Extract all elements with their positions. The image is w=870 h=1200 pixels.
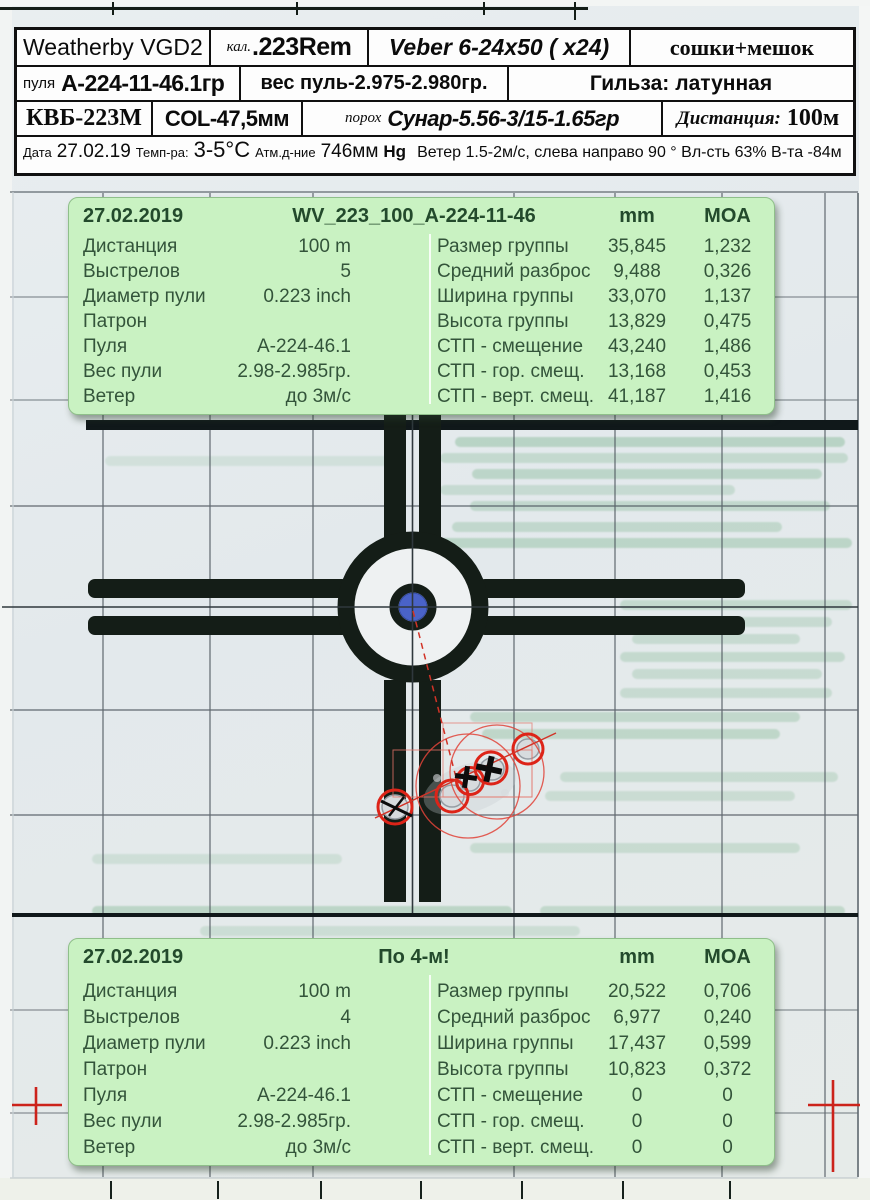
distance-value: 100м	[786, 105, 840, 131]
panel-title: По 4-м!	[378, 946, 450, 968]
info-row: Дистанция 100 m	[83, 981, 351, 1002]
stat-row: Высота группы 10,823 0,372	[437, 1059, 752, 1080]
sheet-top-rule	[0, 7, 588, 10]
stat-row: СТП - смещение 43,240 1,486	[437, 336, 752, 357]
powder-label: порох	[344, 110, 382, 126]
table-row	[17, 67, 853, 102]
wind-conditions: Ветер 1.5-2м/с, слева направо 90 ° Вл-сть 63% В-та -84м	[417, 144, 842, 161]
stat-row: СТП - гор. смещ. 13,168 0,453	[437, 361, 752, 382]
panel-divider	[429, 234, 431, 404]
group-stats-column	[437, 979, 768, 1161]
table-row	[17, 102, 853, 137]
temp-label: Темп-ра:	[135, 145, 189, 160]
shot-info-column	[83, 979, 351, 1161]
sheet-top-tick	[112, 2, 114, 15]
info-row: Ветер до 3м/с	[83, 386, 351, 407]
info-row: Пуля А-224-46.1	[83, 1085, 351, 1106]
rifle-name: Weatherby VGD2	[23, 34, 203, 60]
info-row: Ветер до 3м/с	[83, 1137, 351, 1158]
table-row-conditions	[17, 137, 853, 173]
column-header-mm: mm	[619, 205, 655, 227]
stat-row: Размер группы 35,845 1,232	[437, 236, 752, 257]
bullet-value: А-224-11-46.1гр	[61, 70, 225, 96]
stat-row: СТП - верт. смещ. 41,187 1,416	[437, 386, 752, 407]
rest-type: сошки+мешок	[669, 34, 815, 60]
panel-title: WV_223_100_A-224-11-46	[292, 205, 536, 227]
bottom-ticks	[111, 1181, 730, 1199]
group-stats-column	[437, 234, 768, 409]
column-header-moa: MOA	[704, 205, 751, 227]
stat-row: Средний разброс 9,488 0,326	[437, 261, 752, 282]
info-row: Выстрелов 5	[83, 261, 351, 282]
stat-row: Высота группы 13,829 0,475	[437, 311, 752, 332]
sheet-top-tick	[574, 2, 576, 20]
stat-row: Ширина группы 17,437 0,599	[437, 1033, 752, 1054]
date-label: Дата	[23, 145, 52, 160]
panel-date: 27.02.2019	[83, 205, 184, 227]
sheet-top-tick	[483, 2, 485, 15]
stat-row: Размер группы 20,522 0,706	[437, 981, 752, 1002]
primer-value: КВБ-223М	[26, 105, 142, 131]
case-value: латунная	[675, 71, 773, 95]
scope-name: Veber 6-24x50 ( x24)	[388, 34, 610, 60]
info-row: Вес пули 2.98-2.985гр.	[83, 361, 351, 382]
panel-divider	[429, 975, 431, 1155]
stats-panel-best-four	[68, 938, 775, 1166]
info-row: Пуля А-224-46.1	[83, 336, 351, 357]
info-row: Диаметр пули 0.223 inch	[83, 286, 351, 307]
load-info-table	[14, 27, 856, 176]
distance-label: Дистанция:	[676, 107, 781, 129]
info-row: Дистанция 100 m	[83, 236, 351, 257]
bullet-label: пуля	[23, 75, 56, 92]
powder-value: Сунар-5.56-3/15-1.65гр	[387, 105, 620, 131]
stat-row: СТП - верт. смещ. 0 0	[437, 1137, 733, 1158]
pressure-label: Атм.д-ние	[255, 145, 316, 160]
shot-info-column	[83, 234, 351, 409]
stats-panel-all-shots	[68, 197, 775, 415]
info-row: Выстрелов 4	[83, 1007, 351, 1028]
info-row: Вес пули 2.98-2.985гр.	[83, 1111, 351, 1132]
pressure-unit: Hg	[383, 142, 407, 161]
stat-row: СТП - смещение 0 0	[437, 1085, 733, 1106]
case-label: Гильза:	[589, 71, 670, 95]
bullet-weight: вес пуль-2.975-2.980гр.	[260, 72, 488, 94]
info-row: Патрон	[83, 1059, 148, 1080]
col-value: COL-47,5мм	[164, 105, 290, 131]
stat-row: Средний разброс 6,977 0,240	[437, 1007, 752, 1028]
caliber-value: .223Rem	[252, 33, 352, 61]
stat-row: СТП - гор. смещ. 0 0	[437, 1111, 733, 1132]
info-row: Диаметр пули 0.223 inch	[83, 1033, 351, 1054]
caliber-label: кал.	[226, 39, 252, 55]
date-value: 27.02.19	[56, 141, 131, 162]
sheet-top-tick	[296, 2, 298, 15]
column-header-mm: mm	[619, 946, 655, 968]
table-row	[17, 30, 853, 67]
column-header-moa: MOA	[704, 946, 751, 968]
temp-value: 3-5°С	[193, 137, 251, 162]
stat-row: Ширина группы 33,070 1,137	[437, 286, 752, 307]
info-row: Патрон	[83, 311, 148, 332]
panel-date: 27.02.2019	[83, 946, 184, 968]
pressure-value: 746мм	[320, 141, 379, 162]
